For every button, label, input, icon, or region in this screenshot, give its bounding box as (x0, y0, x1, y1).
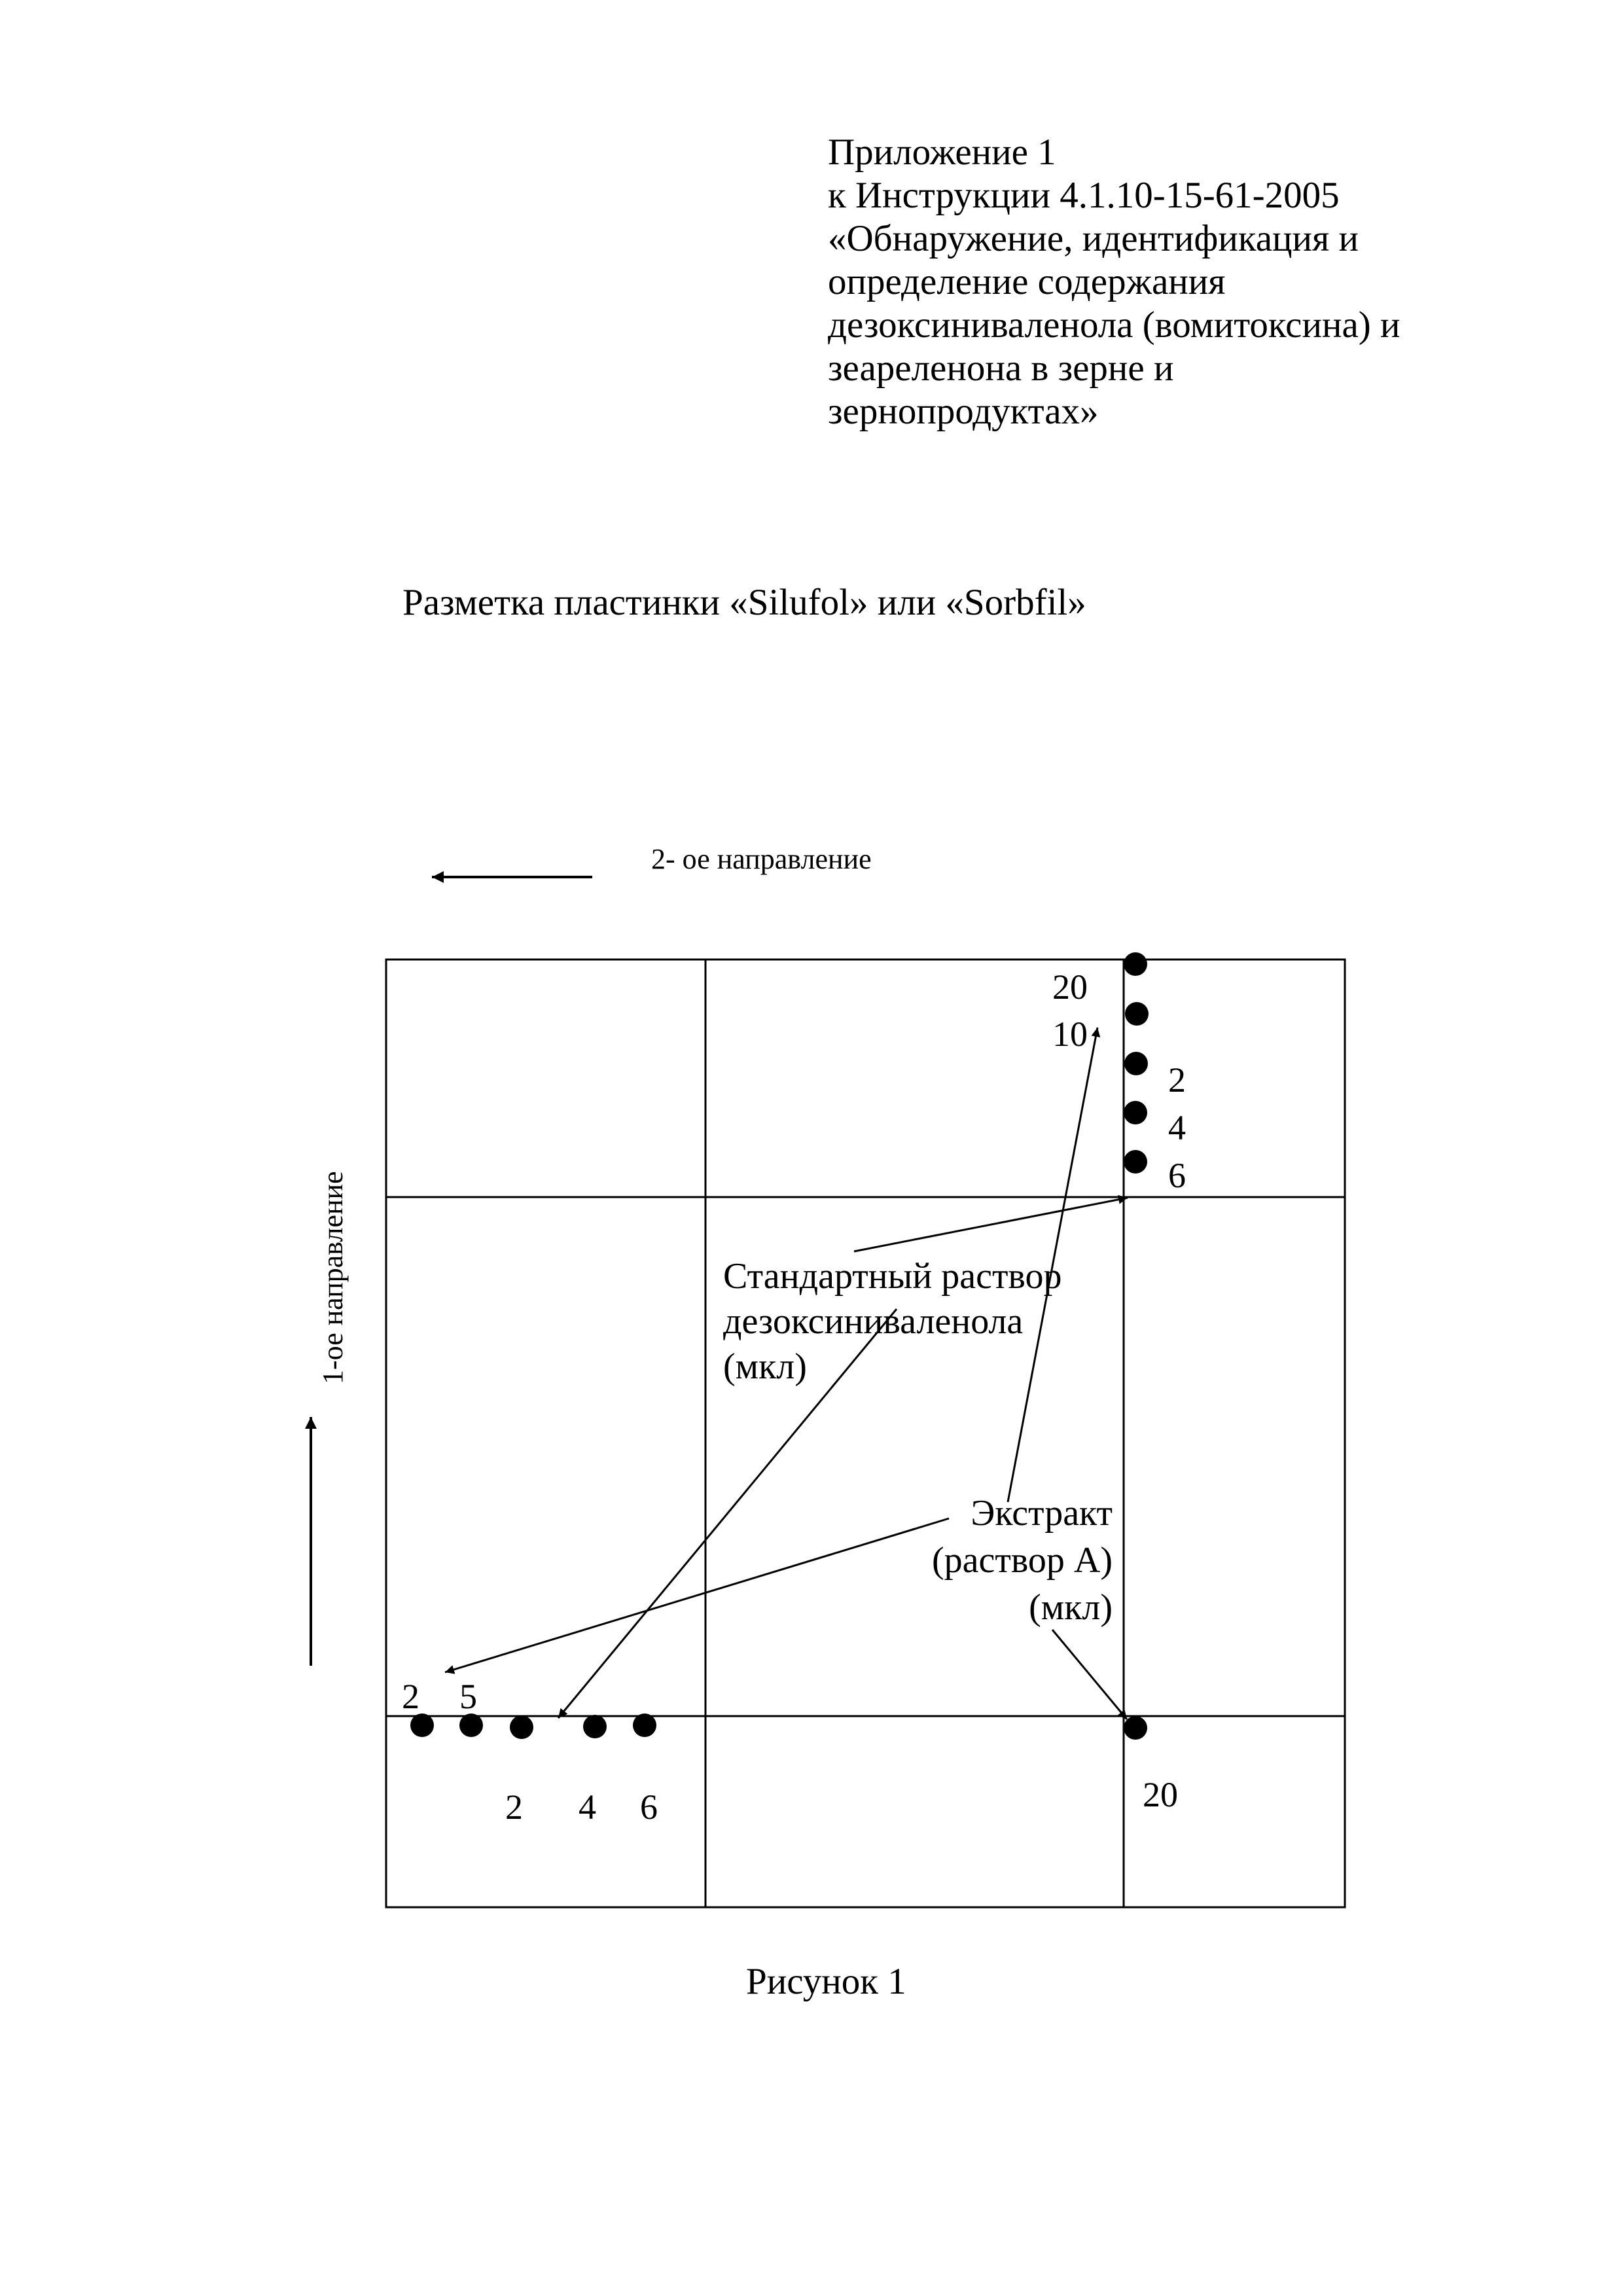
standard-solution-label: Стандартный раствор (723, 1256, 1062, 1297)
header-line: зернопродуктах» (828, 391, 1099, 432)
pointer-arrow (1052, 1630, 1127, 1719)
standard-solution-label: дезоксиниваленола (723, 1301, 1024, 1342)
spot-label: 10 (1052, 1014, 1088, 1054)
header-line: Приложение 1 (828, 132, 1056, 173)
extract-label: (мкл) (1029, 1587, 1113, 1628)
spot (1124, 1716, 1147, 1740)
plate-title: Разметка пластинки «Silufol» или «Sorbfil» (402, 582, 1086, 623)
header-line: «Обнаружение, идентификация и (828, 218, 1359, 259)
spot-label: 2 (402, 1677, 419, 1716)
first-direction-label: 1-ое направление (317, 1171, 349, 1384)
header-line: определение содержания (828, 261, 1226, 302)
header-line: к Инструкции 4.1.10-15-61-2005 (828, 175, 1340, 216)
spot (1125, 1002, 1149, 1026)
spot (459, 1713, 483, 1737)
figure-caption: Рисунок 1 (746, 1961, 906, 2002)
standard-solution-label: (мкл) (723, 1346, 807, 1387)
spot (510, 1715, 533, 1739)
plate-outline (386, 960, 1345, 1907)
spot (1124, 1150, 1147, 1174)
pointer-arrow (854, 1198, 1128, 1251)
spot-label: 2 (1168, 1060, 1186, 1100)
spot-label: 5 (459, 1677, 477, 1716)
spot-label: 6 (1168, 1156, 1186, 1195)
spot-label: 2 (505, 1787, 523, 1827)
header-line: дезоксиниваленола (вомитоксина) и (828, 304, 1400, 346)
spot-label: 4 (1168, 1108, 1186, 1147)
second-direction-label: 2- ое направление (651, 843, 872, 875)
extract-label: (раствор А) (932, 1540, 1113, 1581)
spot (583, 1715, 607, 1738)
spot (633, 1713, 656, 1737)
spot (1124, 1101, 1147, 1124)
spot (410, 1713, 434, 1737)
extract-label: Экстракт (971, 1493, 1113, 1534)
spot-label: 20 (1143, 1775, 1178, 1814)
header-line: зеареленона в зерне и (828, 348, 1174, 389)
spot (1124, 1052, 1148, 1075)
spot (1124, 952, 1147, 976)
spot-label: 4 (579, 1787, 596, 1827)
spot-label: 6 (640, 1787, 658, 1827)
spot-label: 20 (1052, 967, 1088, 1007)
pointer-arrow (445, 1518, 949, 1672)
